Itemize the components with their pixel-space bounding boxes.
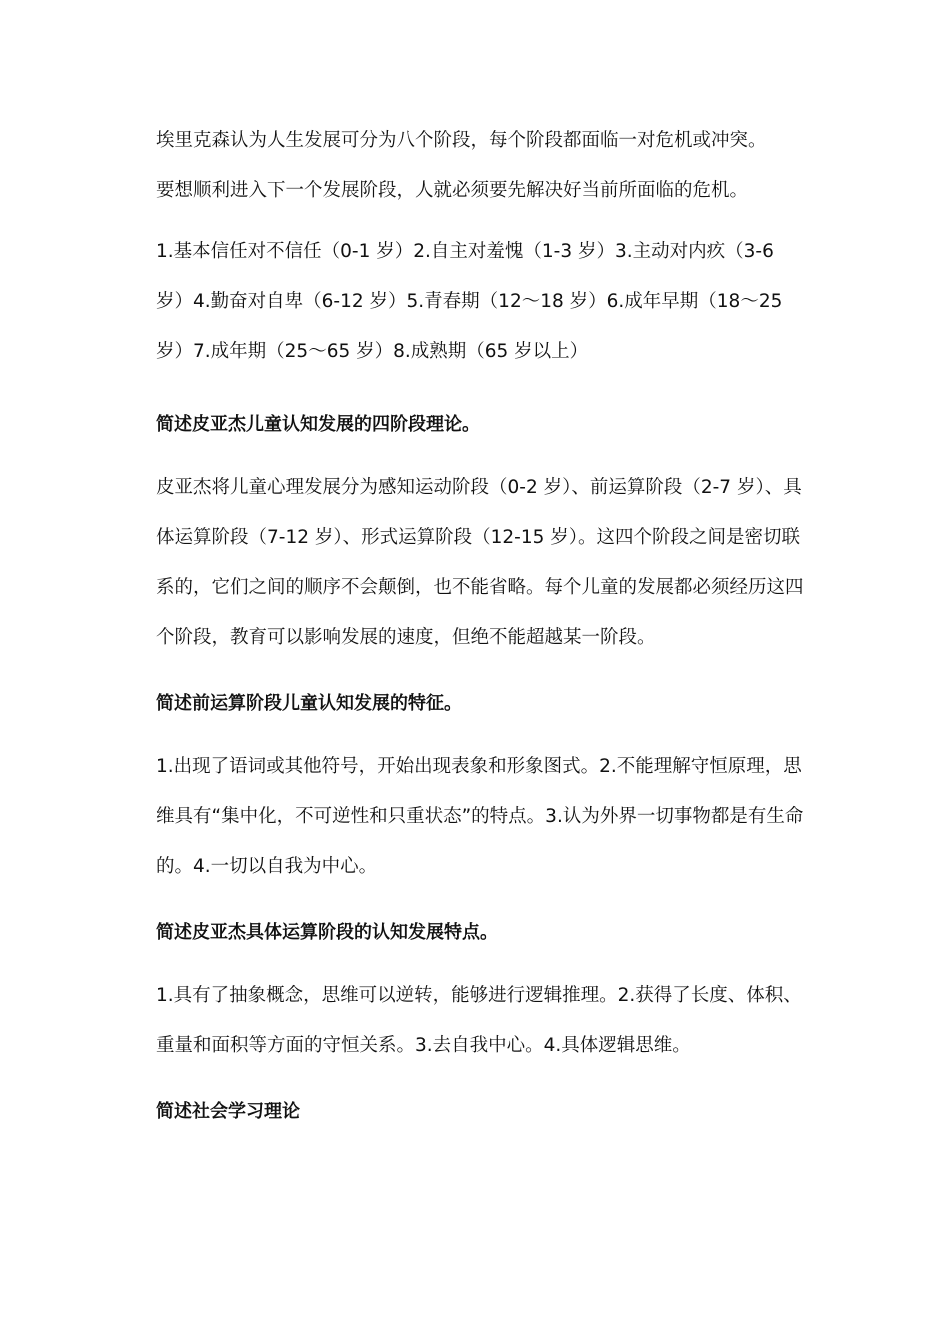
section-heading-concrete-operational: 简述皮亚杰具体运算阶段的认知发展特点。 xyxy=(156,922,498,943)
section-heading-piaget-four-stages: 简述皮亚杰儿童认知发展的四阶段理论。 xyxy=(156,414,480,435)
section-heading-social-learning: 简述社会学习理论 xyxy=(156,1101,300,1122)
section-body-piaget-four-stages: 皮亚杰将儿童心理发展分为感知运动阶段（0-2 岁）、前运算阶段（2-7 岁）、具体运算阶段（7-12 岁）、形式运算阶段（12-15 岁）。这四个阶段之间是密切联系的，它们之间的顺序不会颠倒，也不能省略。每个儿童的发展都必须经历这四个阶段，教育可以影响发展的速度，但绝不能超越某一阶段。 xyxy=(156,477,804,648)
section-heading-preoperational: 简述前运算阶段儿童认知发展的特征。 xyxy=(156,693,462,714)
document-content xyxy=(156,116,806,1127)
section-body-concrete-operational: 1.具有了抽象概念，思维可以逆转，能够进行逻辑推理。2.获得了长度、体积、重量和面积等方面的守恒关系。3.去自我中心。4.具体逻辑思维。 xyxy=(156,985,802,1056)
section-body-preoperational: 1.出现了语词或其他符号，开始出现表象和形象图式。2.不能理解守恒原理，思维具有“集中化，不可逆性和只重状态”的特点。3.认为外界一切事物都是有生命的。4.一切以自我为中心。 xyxy=(156,756,804,877)
erikson-stages-paragraph: 1.基本信任对不信任（0-1 岁）2.自主对羞愧（1-3 岁）3.主动对内疚（3-6 岁）4.勤奋对自卑（6-12 岁）5.青春期（12～18 岁）6.成年早期（18～25 岁）7.成年期（25～65 岁）8.成熟期（65 岁以上） xyxy=(156,241,783,362)
intro-paragraph xyxy=(156,116,806,216)
intro-line-1: 埃里克森认为人生发展可分为八个阶段，每个阶段都面临一对危机或冲突。 xyxy=(156,130,767,151)
intro-line-2: 要想顺利进入下一个发展阶段，人就必须要先解决好当前所面临的危机。 xyxy=(156,180,749,201)
